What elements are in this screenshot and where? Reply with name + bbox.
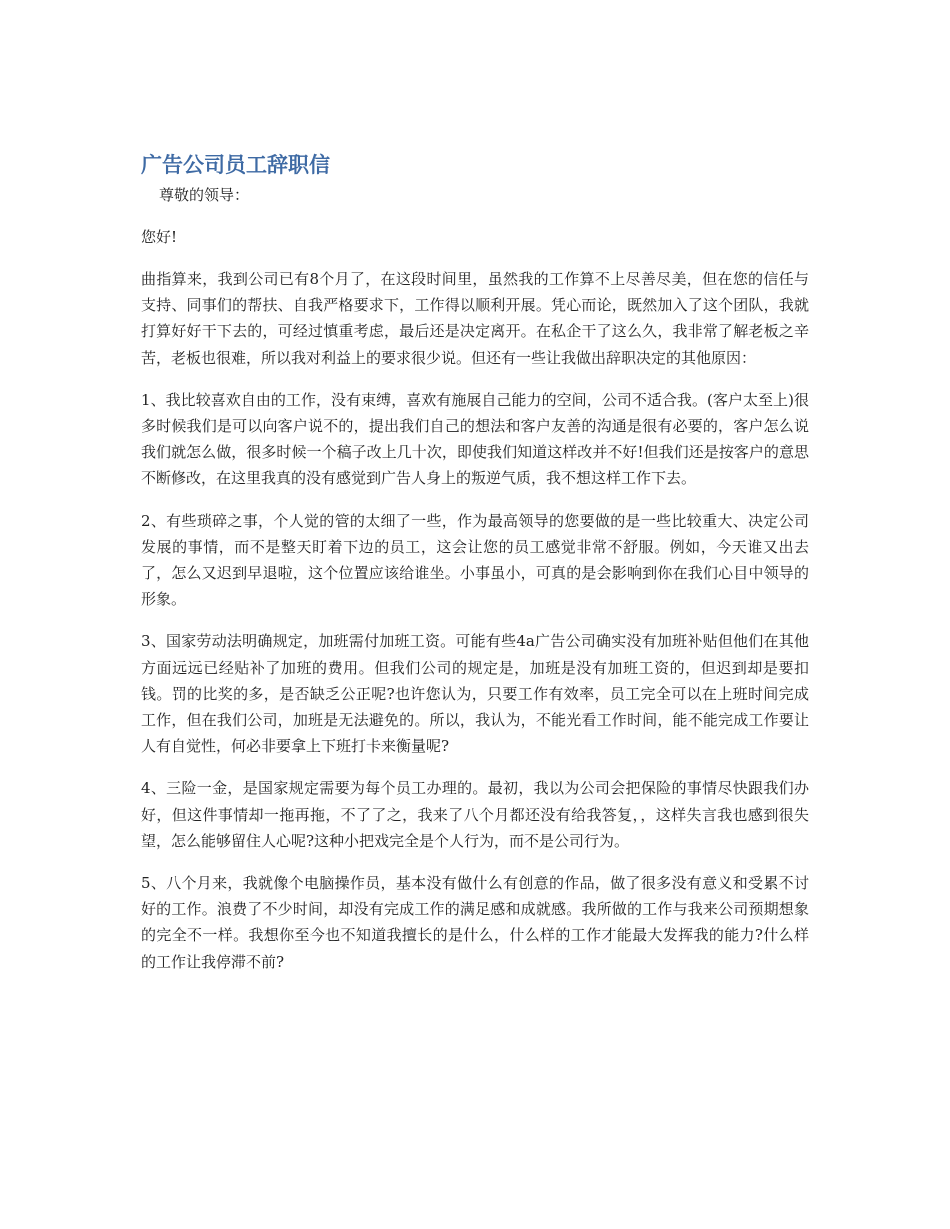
salutation: 尊敬的领导： (159, 186, 250, 204)
reason-1-paragraph: 1、我比较喜欢自由的工作，没有束缚，喜欢有施展自己能力的空间，公司不适合我。(客户太至上)很多时候我们是可以向客户说不的，提出我们自己的想法和客户友善的沟通是很有必要的，客户怎么说我们就怎么做，很多时候一个稿子改上几十次，即使我们知道这样改并不好!但我们还是按客户的意思不断修改，在这里我真的没有感觉到广告人身上的叛逆气质，我不想这样工作下去。 (141, 390, 809, 488)
reason-2-paragraph: 2、有些琐碎之事，个人觉的管的太细了一些，作为最高领导的您要做的是一些比较重大、决定公司发展的事情，而不是整天盯着下边的员工，这会让您的员工感觉非常不舒服。例如，今天谁又出去了，怎么又迟到早退啦，这个位置应该给谁坐。小事虽小，可真的是会影响到你在我们心目中领导的形象。 (141, 511, 809, 609)
letter-page (141, 148, 809, 975)
reason-3-paragraph: 3、国家劳动法明确规定，加班需付加班工资。可能有些4a广告公司确实没有加班补贴但他们在其他方面远远已经贴补了加班的费用。但我们公司的规定是，加班是没有加班工资的，但迟到却是要扣钱。罚的比奖的多，是否缺乏公正呢?也许您认为，只要工作有效率，员工完全可以在上班时间完成工作，但在我们公司，加班是无法避免的。所以，我认为，不能光看工作时间，能不能完成工作要让人有自觉性，何必非要拿上下班打卡来衡量呢? (141, 632, 809, 756)
reason-5-paragraph: 5、八个月来，我就像个电脑操作员，基本没有做什么有创意的作品，做了很多没有意义和受累不讨好的工作。浪费了不少时间，却没有完成工作的满足感和成就感。我所做的工作与我来公司预期想象的完全不一样。我想你至今也不知道我擅长的是什么，什么样的工作才能最大发挥我的能力?什么样的工作让我停滞不前? (141, 874, 809, 971)
reason-4-paragraph: 4、三险一金，是国家规定需要为每个员工办理的。最初，我以为公司会把保险的事情尽快跟我们办好，但这件事情却一拖再拖，不了了之，我来了八个月都还没有给我答复，，这样失言我也感到很失望，怎么能够留住人心呢?这种小把戏完全是个人行为，而不是公司行为。 (141, 779, 809, 850)
intro-paragraph: 曲指算来，我到公司已有8个月了，在这段时间里，虽然我的工作算不上尽善尽美，但在您的信任与支持、同事们的帮扶、自我严格要求下，工作得以顺利开展。凭心而论，既然加入了这个团队，我就打算好好干下去的，可经过慎重考虑，最后还是决定离开。在私企干了这么久，我非常了解老板之辛苦，老板也很难，所以我对利益上的要求很少说。但还有一些让我做出辞职决定的其他原因： (141, 270, 809, 367)
document-title: 广告公司员工辞职信 (141, 153, 330, 177)
greeting: 您好! (141, 228, 178, 246)
